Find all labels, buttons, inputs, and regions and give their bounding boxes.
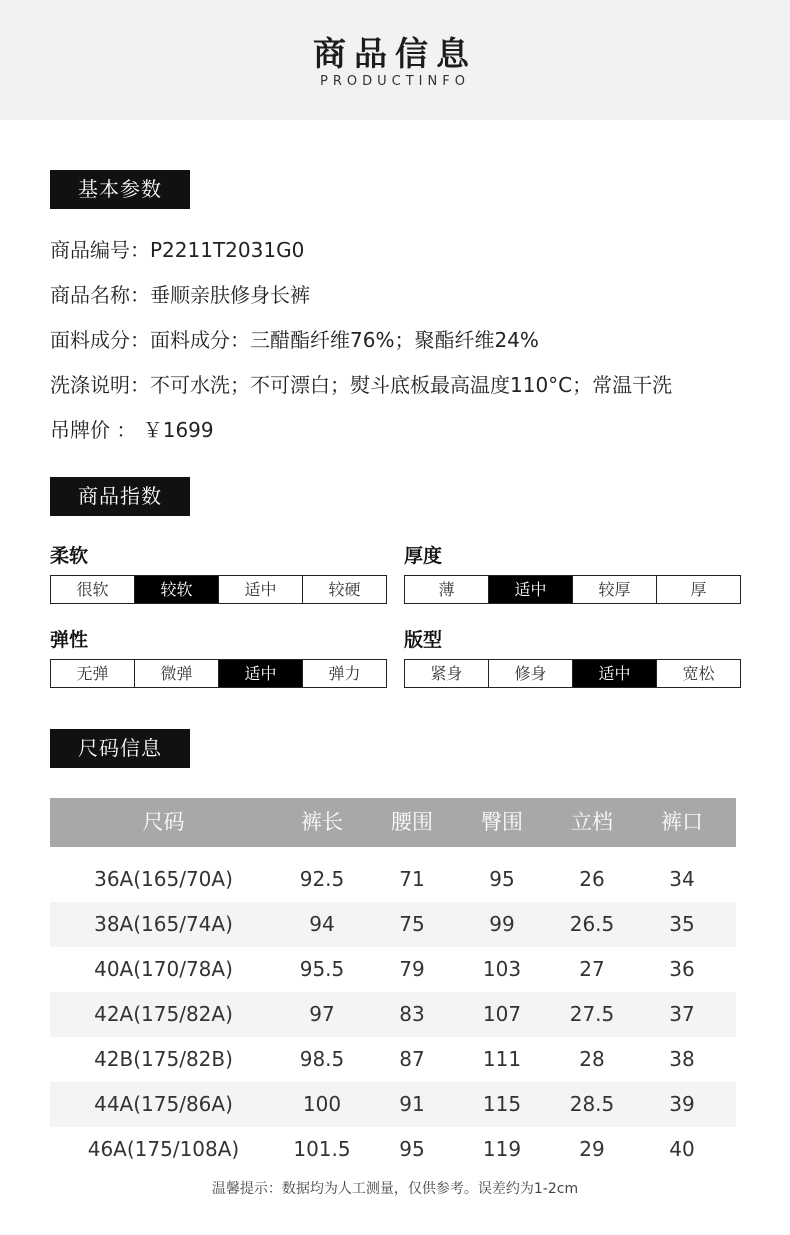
header-size: 尺码 [142, 810, 185, 834]
cell-waist: 71 [399, 867, 425, 891]
cell-length: 92.5 [299, 867, 345, 891]
cell-rise: 29 [579, 1137, 605, 1161]
cell-waist: 95 [399, 1137, 425, 1161]
table-row [50, 902, 736, 947]
table-row [50, 1127, 736, 1172]
cell-rise: 27.5 [569, 1002, 615, 1026]
cell-size: 42B(175/82B) [94, 1047, 233, 1071]
page-subtitle: PRODUCTINFO [320, 74, 470, 89]
cell-waist: 79 [399, 957, 425, 981]
cell-hip: 103 [482, 957, 522, 981]
cell-hip: 107 [482, 1002, 522, 1026]
index-option: 适中 [219, 576, 303, 603]
index-option: 微弹 [135, 660, 219, 687]
index-scale [50, 659, 387, 688]
cell-hip: 95 [489, 867, 515, 891]
index-option: 厚 [690, 580, 707, 599]
header-waist: 腰围 [391, 810, 433, 834]
cell-size: 46A(175/108A) [87, 1137, 240, 1161]
cell-hem: 35 [669, 912, 695, 936]
index-option-selected: 较软 [135, 576, 219, 603]
cell-length: 98.5 [299, 1047, 345, 1071]
size-info-tag: 尺码信息 [50, 729, 190, 768]
measurement-note: 温馨提示：数据均为人工测量，仅供参考。误差约为1-2cm [211, 1181, 579, 1197]
param-washing: 洗涤说明：不可水洗；不可漂白；熨斗底板最高温度110°C；常温干洗 [50, 373, 673, 397]
index-option: 很软 [51, 576, 135, 603]
cell-hip: 119 [482, 1137, 522, 1161]
index-scale [404, 659, 741, 688]
cell-waist: 87 [399, 1047, 425, 1071]
index-elasticity [50, 626, 387, 688]
cell-length: 97 [309, 1002, 335, 1026]
cell-length: 100 [302, 1092, 342, 1116]
basic-params-tag: 基本参数 [50, 170, 190, 209]
index-softness [50, 542, 387, 604]
cell-size: 38A(165/74A) [94, 912, 233, 936]
cell-waist: 75 [399, 912, 425, 936]
size-table [50, 798, 736, 1172]
cell-hip: 115 [482, 1092, 522, 1116]
product-index-tag: 商品指数 [50, 477, 190, 516]
cell-hem: 34 [669, 867, 695, 891]
index-option: 较厚 [573, 576, 657, 603]
cell-size: 36A(165/70A) [94, 867, 233, 891]
cell-waist: 83 [399, 1002, 425, 1026]
index-label: 弹性 [50, 629, 89, 651]
param-product-code: 商品编号：P2211T2031G0 [50, 238, 305, 262]
cell-length: 101.5 [293, 1137, 351, 1161]
header-hem: 裤口 [661, 810, 703, 834]
index-scale [50, 575, 387, 604]
cell-hem: 36 [669, 957, 695, 981]
cell-size: 42A(175/82A) [94, 1002, 233, 1026]
cell-size: 44A(175/86A) [94, 1092, 233, 1116]
table-row [50, 992, 736, 1037]
cell-size: 40A(170/78A) [94, 957, 233, 981]
index-thickness [404, 542, 741, 604]
cell-rise: 27 [579, 957, 605, 981]
cell-hem: 40 [669, 1137, 695, 1161]
table-row [50, 947, 736, 992]
param-product-name: 商品名称：垂顺亲肤修身长裤 [50, 283, 310, 307]
cell-rise: 28 [579, 1047, 605, 1071]
cell-rise: 26 [579, 867, 605, 891]
index-label: 厚度 [404, 545, 443, 567]
index-label: 柔软 [50, 545, 89, 567]
index-option-selected: 适中 [219, 660, 303, 687]
index-option: 紧身 [405, 660, 489, 687]
cell-hip: 99 [489, 912, 515, 936]
table-row [50, 1037, 736, 1082]
index-scale [404, 575, 741, 604]
cell-hem: 39 [669, 1092, 695, 1116]
header-length: 裤长 [301, 810, 343, 834]
index-option: 弹力 [328, 664, 361, 683]
cell-rise: 28.5 [569, 1092, 615, 1116]
param-fabric: 面料成分：面料成分：三醋酯纤维76%；聚酯纤维24% [50, 328, 539, 352]
index-option-selected: 适中 [489, 576, 573, 603]
cell-waist: 91 [399, 1092, 425, 1116]
table-row [50, 857, 736, 902]
page-title: 商品信息 [313, 34, 477, 73]
cell-hem: 38 [669, 1047, 695, 1071]
page-header [0, 0, 790, 120]
cell-length: 95.5 [299, 957, 345, 981]
index-option: 修身 [489, 660, 573, 687]
table-row [50, 1082, 736, 1127]
cell-hem: 37 [669, 1002, 695, 1026]
header-rise: 立档 [571, 810, 613, 834]
index-option: 薄 [405, 576, 489, 603]
index-fit [404, 626, 741, 688]
param-price: 吊牌价 ： ￥1699 [50, 418, 214, 442]
size-table-header [50, 798, 736, 847]
index-option: 较硬 [328, 580, 361, 599]
index-label: 版型 [404, 629, 443, 651]
index-option: 无弹 [51, 660, 135, 687]
cell-length: 94 [309, 912, 335, 936]
cell-rise: 26.5 [569, 912, 615, 936]
cell-hip: 111 [482, 1047, 522, 1071]
index-option: 宽松 [682, 664, 715, 683]
header-hip: 臀围 [481, 810, 523, 834]
index-option-selected: 适中 [573, 660, 657, 687]
